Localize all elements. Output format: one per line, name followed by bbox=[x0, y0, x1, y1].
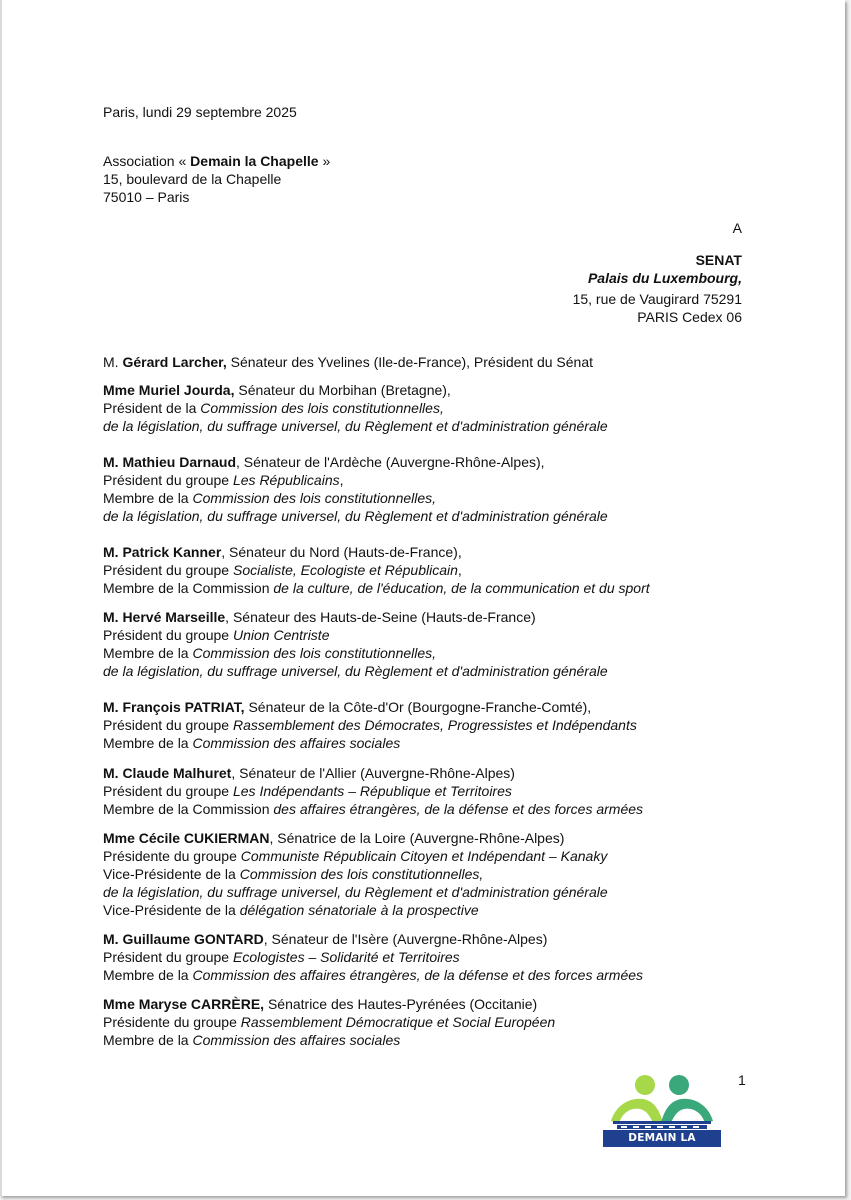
addressee-block: Mme Maryse CARRÈRE, Sénatrice des Hautes-Pyrénées (Occitanie) Présidente du groupe Rassemblement Démocratique et Social Européen Membre de la Commission des affaires sociales bbox=[103, 996, 556, 1048]
demain-la-chapelle-logo bbox=[603, 1073, 721, 1161]
recipient-to: A bbox=[732, 220, 742, 236]
sender-suffix: » bbox=[318, 153, 331, 169]
logo-figures-icon bbox=[603, 1073, 721, 1131]
addressee-larcher: M. Gérard Larcher, Sénateur des Yvelines (Ile-de-France), Président du Sénat bbox=[103, 354, 594, 370]
recipient-address-2: PARIS Cedex 06 bbox=[637, 309, 742, 325]
sender-line bbox=[103, 152, 330, 170]
page-number: 1 bbox=[738, 1072, 746, 1088]
recipient-place: Palais du Luxembourg, bbox=[587, 270, 742, 286]
sender-address-2: 75010 – Paris bbox=[103, 189, 190, 205]
addressee-block: M. Patrick Kanner, Sénateur du Nord (Hauts-de-France), Président du groupe Socialiste, Ecologiste et Républicain, Membre de la Commission de la culture, de l'éducation, de la communication et du sport bbox=[103, 544, 650, 596]
logo-label: DEMAIN LA CHAPELLE bbox=[603, 1130, 721, 1147]
addressee-block: M. Guillaume GONTARD, Sénateur de l'Isère (Auvergne-Rhône-Alpes) Président du groupe Ecologistes – Solidarité et Territoires Membre de la Commission des affaires étrangères, de la défense et des forces armées bbox=[103, 931, 644, 983]
page-edge bbox=[0, 0, 2, 1196]
sender-name: Demain la Chapelle bbox=[190, 153, 319, 169]
sender-address-1: 15, boulevard de la Chapelle bbox=[103, 171, 282, 187]
addressee-block: Mme Muriel Jourda, Sénateur du Morbihan (Bretagne), Président de la Commission des lois constitutionnelles, de la législation, du suffrage universel, du Règlement et d'administration générale bbox=[103, 382, 608, 434]
addressee-block: M. François PATRIAT, Sénateur de la Côte-d'Or (Bourgogne-Franche-Comté), Président du groupe Rassemblement des Démocrates, Progressistes et Indépendants Membre de la Commission des affaires sociales bbox=[103, 699, 637, 751]
addressee-block: Mme Cécile CUKIERMAN, Sénatrice de la Loire (Auvergne-Rhône-Alpes) Présidente du groupe Communiste Républicain Citoyen et Indépendant – Kanaky Vice-Présidente de la Commission des lois constitutionnelles, de la législation, du suffrage universel, du Règlement et d'administration générale Vice-Présidente de la délégation sénatoriale à la prospective bbox=[103, 830, 608, 918]
addressee-block: M. Mathieu Darnaud, Sénateur de l'Ardèche (Auvergne-Rhône-Alpes), Président du groupe Les Républicains, Membre de la Commission des lois constitutionnelles, de la législation, du suffrage universel, du Règlement et d'administration générale bbox=[103, 454, 608, 524]
recipient-address-1: 15, rue de Vaugirard 75291 bbox=[572, 291, 742, 307]
addressee-block: M. Hervé Marseille, Sénateur des Hauts-de-Seine (Hauts-de-France) Président du groupe Union Centriste Membre de la Commission des lois constitutionnelles, de la législation, du suffrage universel, du Règlement et d'administration générale bbox=[103, 609, 608, 679]
letter-date: Paris, lundi 29 septembre 2025 bbox=[103, 104, 297, 120]
sender-prefix: Association « bbox=[103, 153, 191, 169]
recipient-name: SENAT bbox=[695, 252, 742, 268]
addressee-block: M. Claude Malhuret, Sénateur de l'Allier (Auvergne-Rhône-Alpes) Président du groupe Les Indépendants – République et Territoires Membre de la Commission des affaires étrangères, de la défense et des forces armées bbox=[103, 765, 644, 817]
